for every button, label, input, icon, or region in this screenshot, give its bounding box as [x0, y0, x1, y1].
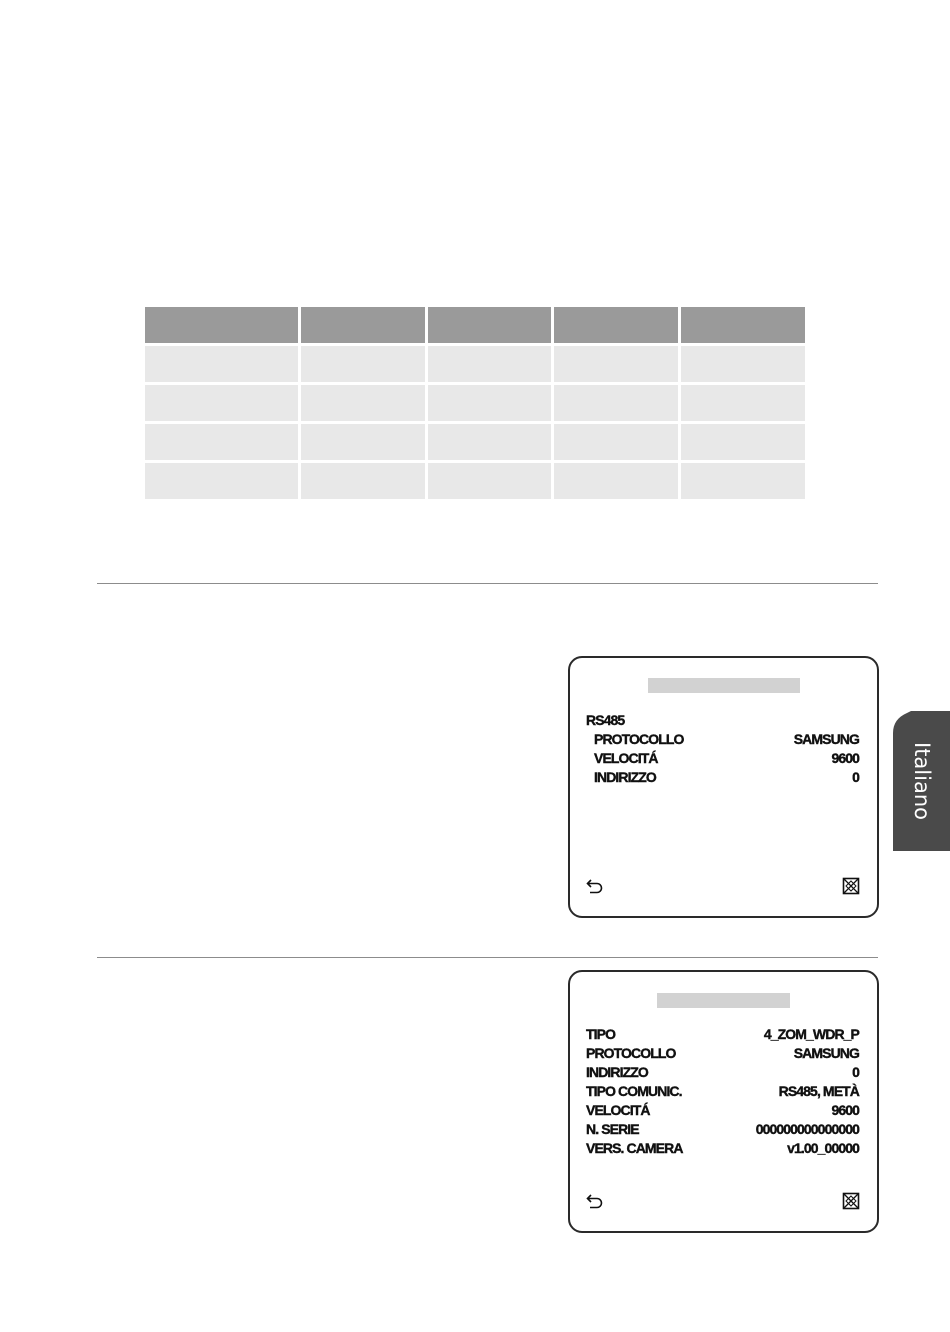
- table-cell: [428, 424, 552, 460]
- exit-icon[interactable]: [842, 1192, 860, 1210]
- osd-row-label: N. SERIE: [586, 1121, 639, 1137]
- osd-row-label: INDIRIZZO: [594, 769, 656, 785]
- osd-row-label: VELOCITÁ: [586, 1102, 650, 1118]
- osd-row-value: v1.00_00000: [787, 1140, 859, 1156]
- section-divider: [97, 957, 878, 958]
- osd-row-label: PROTOCOLLO: [594, 731, 684, 747]
- osd-row-value: SAMSUNG: [793, 1045, 859, 1061]
- table-cell: [145, 346, 298, 382]
- osd-row-value: SAMSUNG: [793, 731, 859, 747]
- osd-row-value: 0: [852, 769, 859, 785]
- osd-info-row: [586, 1045, 859, 1064]
- osd-row-label: VERS. CAMERA: [586, 1140, 683, 1156]
- return-icon[interactable]: [586, 877, 604, 895]
- table-header-row: [145, 307, 805, 343]
- table-header-cell: [301, 307, 425, 343]
- osd-row-value: RS485, METÀ: [778, 1083, 859, 1099]
- table-cell: [145, 463, 298, 499]
- osd-row-label: INDIRIZZO: [586, 1064, 648, 1080]
- osd-row-label: PROTOCOLLO: [586, 1045, 676, 1061]
- table-cell: [554, 463, 678, 499]
- osd-info-row: [586, 1102, 859, 1121]
- table-cell: [301, 463, 425, 499]
- osd-row-label: TIPO COMUNIC.: [586, 1083, 682, 1099]
- table-cell: [681, 346, 805, 382]
- table-header-cell: [145, 307, 298, 343]
- table-cell: [301, 346, 425, 382]
- osd-row-value: 0: [852, 1064, 859, 1080]
- osd-title-bar: [648, 678, 800, 693]
- osd-comm-screen: [568, 656, 879, 918]
- language-tab-label: Italiano: [909, 742, 934, 820]
- table-cell: [554, 346, 678, 382]
- table-cell: [681, 463, 805, 499]
- osd-row-value: 9600: [831, 750, 859, 766]
- table-row: [145, 346, 805, 382]
- osd-row-label: TIPO: [586, 1026, 616, 1042]
- osd-row-label: VELOCITÁ: [594, 750, 658, 766]
- table-cell: [554, 424, 678, 460]
- osd-menu-row[interactable]: [586, 750, 859, 769]
- table-header-cell: [554, 307, 678, 343]
- table-row: [145, 424, 805, 460]
- exit-icon[interactable]: [842, 877, 860, 895]
- osd-menu-row[interactable]: [586, 769, 859, 788]
- osd-section-label: [586, 712, 859, 731]
- osd-info-row: [586, 1121, 859, 1140]
- table-cell: [428, 385, 552, 421]
- osd-row-value: 9600: [831, 1102, 859, 1118]
- table-cell: [681, 424, 805, 460]
- osd-menu-row[interactable]: [586, 731, 859, 750]
- osd-section-rs485: RS485: [586, 712, 625, 728]
- table-cell: [301, 385, 425, 421]
- osd-row-value: 000000000000000: [755, 1121, 859, 1137]
- osd-info-row: [586, 1083, 859, 1102]
- table-cell: [145, 424, 298, 460]
- osd-info-row: [586, 1064, 859, 1083]
- osd-info-row: [586, 1026, 859, 1045]
- table-cell: [301, 424, 425, 460]
- table-row: [145, 463, 805, 499]
- table-header-cell: [681, 307, 805, 343]
- osd-title-bar: [657, 993, 790, 1008]
- table-cell: [428, 346, 552, 382]
- table-cell: [428, 463, 552, 499]
- osd-info-row: [586, 1140, 859, 1159]
- osd-info-screen: [568, 970, 879, 1233]
- table-header-cell: [428, 307, 552, 343]
- language-tab[interactable]: [893, 711, 950, 851]
- return-icon[interactable]: [586, 1192, 604, 1210]
- table-row: [145, 385, 805, 421]
- table-cell: [554, 385, 678, 421]
- section-divider: [97, 583, 878, 584]
- table-cell: [681, 385, 805, 421]
- spec-table: [142, 304, 808, 502]
- osd-row-value: 4_ZOM_WDR_P: [763, 1026, 859, 1042]
- table-cell: [145, 385, 298, 421]
